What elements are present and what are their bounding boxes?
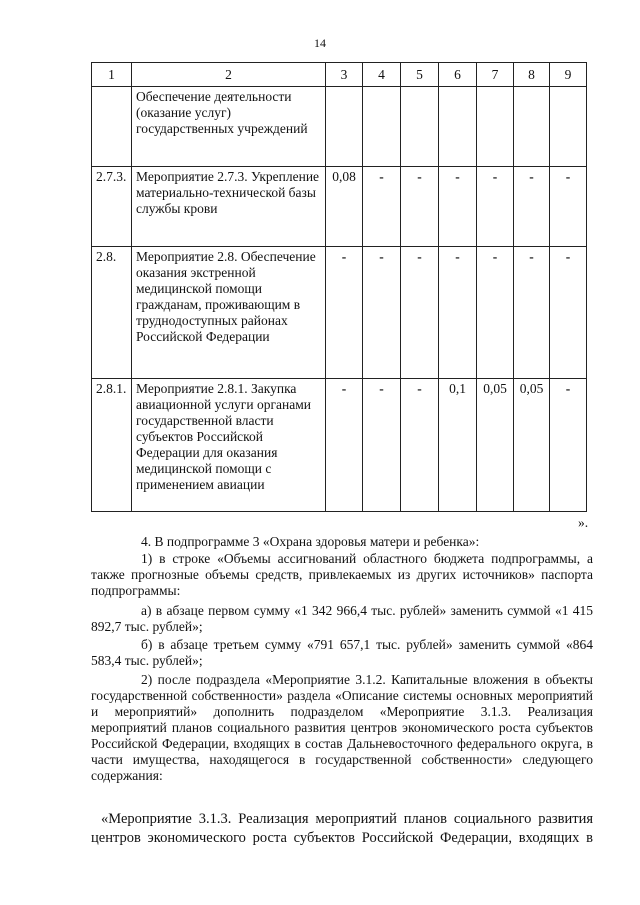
row-value: - (514, 167, 550, 247)
row-value: - (326, 247, 363, 379)
row-value (326, 87, 363, 167)
row-value: - (401, 167, 439, 247)
row-value: - (326, 379, 363, 512)
row-value: - (439, 247, 477, 379)
budget-table (91, 62, 587, 512)
row-value: - (514, 247, 550, 379)
column-header: 1 (92, 63, 132, 87)
row-value: - (401, 247, 439, 379)
row-value: - (363, 247, 401, 379)
closing-quote-mark: ». (578, 515, 589, 530)
table-header-row (92, 63, 587, 87)
row-name: Мероприятие 2.8. Обеспечение оказания экстренной медицинской помощи гражданам, проживающим в труднодоступных районах Российской Федерации (132, 247, 326, 379)
row-name: Мероприятие 2.7.3. Укрепление материально-технической базы службы крови (132, 167, 326, 247)
column-header: 8 (514, 63, 550, 87)
row-value: 0,05 (514, 379, 550, 512)
table-row (92, 379, 587, 512)
row-value: - (550, 247, 587, 379)
table-row (92, 87, 587, 167)
row-number: 2.8. (92, 247, 132, 379)
row-value (363, 87, 401, 167)
paragraph-quoted-measure: «Мероприятие 3.1.3. Реализация мероприятий планов социального развития центров экономического роста субъектов Российской Федерации, входящих в (91, 811, 593, 846)
row-value (550, 87, 587, 167)
row-value (401, 87, 439, 167)
row-value (514, 87, 550, 167)
row-value: 0,08 (326, 167, 363, 247)
row-name: Мероприятие 2.8.1. Закупка авиационной услуги органами государственной власти субъектов Российской Федерации для оказания медицинской помощи с применением авиации (132, 379, 326, 512)
row-number: 2.8.1. (92, 379, 132, 512)
row-value: - (550, 379, 587, 512)
row-value: - (363, 379, 401, 512)
page-number: 14 (314, 36, 326, 50)
row-value: - (363, 167, 401, 247)
row-name: Обеспечение деятельности (оказание услуг) государственных учреждений (132, 87, 326, 167)
row-value: - (477, 167, 514, 247)
table-row (92, 167, 587, 247)
column-header: 5 (401, 63, 439, 87)
column-header: 6 (439, 63, 477, 87)
row-value: - (439, 167, 477, 247)
row-value: 0,1 (439, 379, 477, 512)
row-value: - (477, 247, 514, 379)
row-value: - (550, 167, 587, 247)
column-header: 4 (363, 63, 401, 87)
paragraph-subprogram-3: 4. В подпрограмме 3 «Охрана здоровья матери и ребенка»: (141, 534, 480, 549)
row-value (477, 87, 514, 167)
paragraph-item-a: а) в абзаце первом сумму «1 342 966,4 тыс. рублей» заменить суммой «1 415 892,7 тыс. рублей»; (91, 603, 593, 634)
column-header: 7 (477, 63, 514, 87)
table-row (92, 247, 587, 379)
row-number (92, 87, 132, 167)
row-value: 0,05 (477, 379, 514, 512)
column-header: 2 (132, 63, 326, 87)
row-value: - (401, 379, 439, 512)
paragraph-item-b: б) в абзаце третьем сумму «791 657,1 тыс. рублей» заменить суммой «864 583,4 тыс. рублей»; (91, 637, 593, 668)
row-number: 2.7.3. (92, 167, 132, 247)
column-header: 3 (326, 63, 363, 87)
paragraph-item-1: 1) в строке «Объемы ассигнований областного бюджета подпрограммы, а также прогнозные объемы средств, привлекаемых из других источников» паспорта подпрограммы: (91, 551, 593, 598)
column-header: 9 (550, 63, 587, 87)
paragraph-item-2: 2) после подраздела «Мероприятие 3.1.2. Капитальные вложения в объекты государственной собственности» раздела «Описание системы основных мероприятий и мероприятий» дополнить подразделом «Мероприятие 3.1.3. Реализация мероприятий планов социального развития центров экономического роста субъектов Российской Федерации, входящих в состав Дальневосточного федерального округа, в части имущества, находящегося в государственной собственности» следующего содержания: (91, 672, 593, 783)
row-value (439, 87, 477, 167)
